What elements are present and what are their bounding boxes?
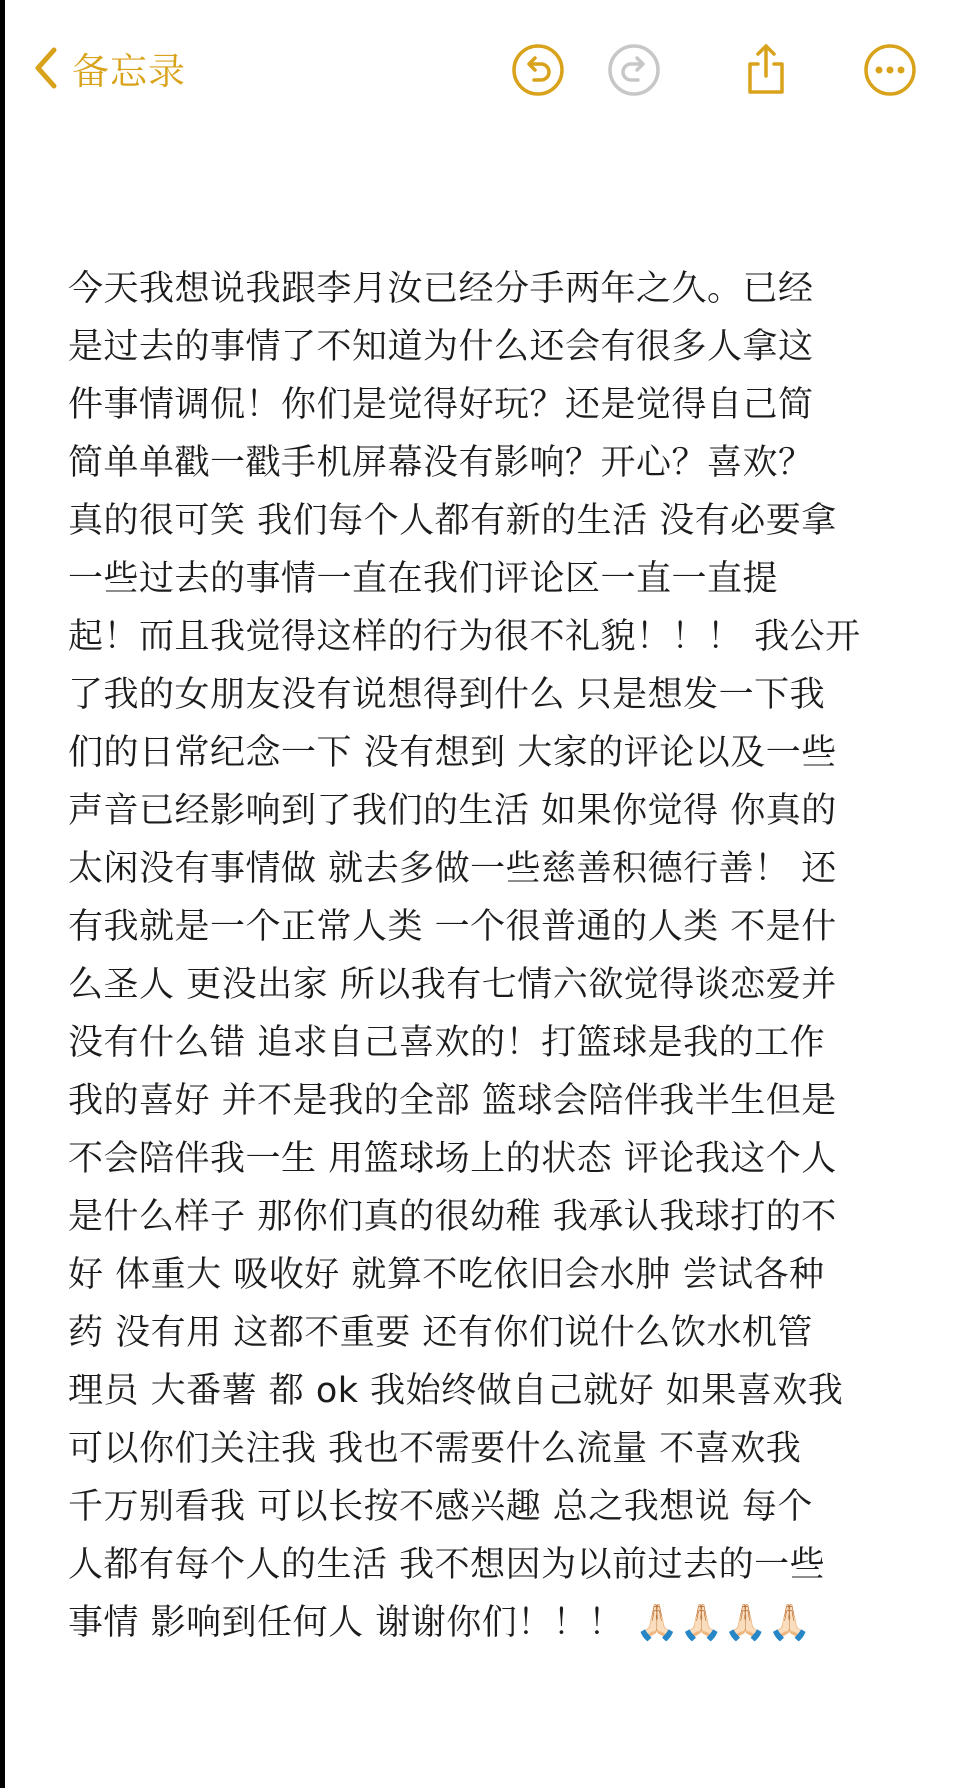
back-label: 备忘录	[72, 50, 186, 93]
note-line: 了我的女朋友没有说想得到什么 只是想发一下我	[68, 675, 826, 715]
note-line: 没有什么错 追求自己喜欢的！打篮球是我的工作	[68, 1023, 826, 1063]
note-line: 太闲没有事情做 就去多做一些慈善积德行善！ 还	[68, 849, 837, 889]
undo-icon	[510, 42, 566, 98]
note-line: 我的喜好 并不是我的全部 篮球会陪伴我半生但是	[68, 1081, 837, 1121]
chevron-left-icon	[30, 42, 64, 94]
note-line: 是什么样子 那你们真的很幼稚 我承认我球打的不	[68, 1197, 837, 1237]
note-line: 药 没有用 这都不重要 还有你们说什么饮水机管	[68, 1313, 813, 1353]
note-line: 理员 大番薯 都 ok 我始终做自己就好 如果喜欢我	[68, 1371, 844, 1411]
note-line: 真的很可笑 我们每个人都有新的生活 没有必要拿	[68, 501, 837, 541]
note-line: 事情 影响到任何人 谢谢你们！！！ 🙏🏻🙏🏻🙏🏻🙏🏻	[68, 1603, 812, 1643]
note-line: 是过去的事情了不知道为什么还会有很多人拿这	[68, 327, 814, 367]
note-line: 么圣人 更没出家 所以我有七情六欲觉得谈恋爱并	[68, 965, 837, 1005]
note-body[interactable]	[68, 260, 906, 1652]
share-button[interactable]	[738, 42, 794, 98]
note-line: 可以你们关注我 我也不需要什么流量 不喜欢我	[68, 1429, 802, 1469]
note-line: 好 体重大 吸收好 就算不吃依旧会水肿 尝试各种	[68, 1255, 825, 1295]
undo-button[interactable]	[510, 42, 566, 98]
redo-button[interactable]	[606, 42, 662, 98]
more-icon	[862, 42, 918, 98]
more-button[interactable]	[862, 42, 918, 98]
note-line: 简单单戳一戳手机屏幕没有影响？开心？喜欢？	[68, 443, 814, 483]
share-icon	[738, 42, 794, 98]
note-line: 件事情调侃！你们是觉得好玩？还是觉得自己简	[68, 385, 814, 425]
back-button[interactable]	[30, 42, 186, 94]
note-line: 们的日常纪念一下 没有想到 大家的评论以及一些	[68, 733, 837, 773]
note-line: 人都有每个人的生活 我不想因为以前过去的一些	[68, 1545, 826, 1585]
note-line: 一些过去的事情一直在我们评论区一直一直提	[68, 559, 779, 599]
note-line: 今天我想说我跟李月汝已经分手两年之久。已经	[68, 269, 814, 309]
note-line: 声音已经影响到了我们的生活 如果你觉得 你真的	[68, 791, 837, 831]
note-line: 有我就是一个正常人类 一个很普通的人类 不是什	[68, 907, 837, 947]
note-line: 千万别看我 可以长按不感兴趣 总之我想说 每个	[68, 1487, 813, 1527]
navigation-bar	[0, 0, 960, 140]
note-line: 不会陪伴我一生 用篮球场上的状态 评论我这个人	[68, 1139, 837, 1179]
screen-edge	[0, 0, 5, 1788]
note-line: 起！而且我觉得这样的行为很不礼貌！！！ 我公开	[68, 617, 861, 657]
redo-icon	[606, 42, 662, 98]
